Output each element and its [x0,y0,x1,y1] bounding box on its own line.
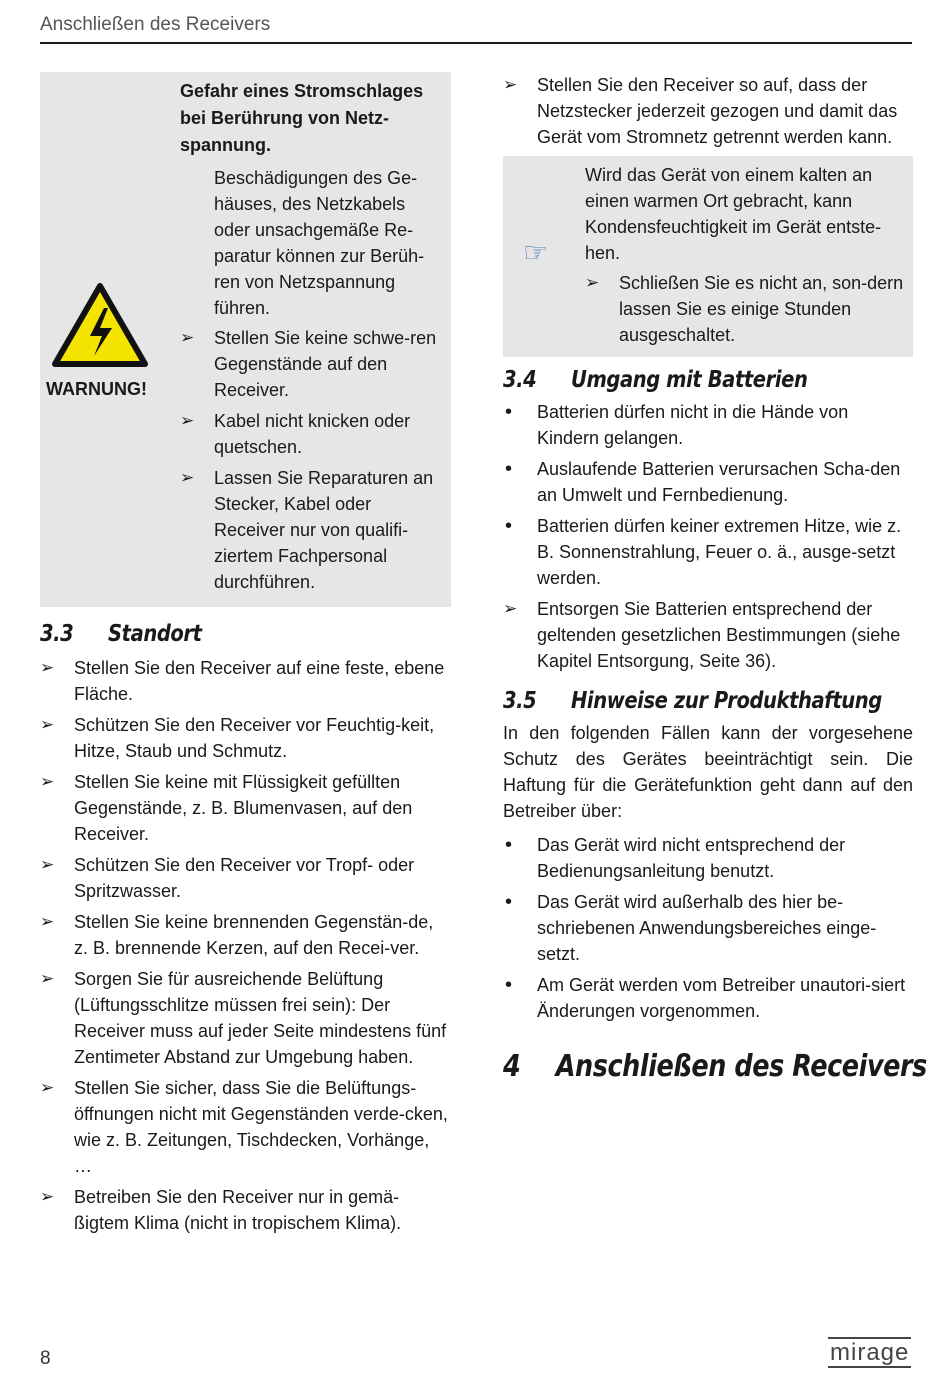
list-item: ➢ Stellen Sie den Receiver auf eine feste, ebene Fläche. [40,655,451,707]
liability-paragraph: In den folgenden Fällen kann der vorgesehene Schutz des Gerätes beeinträchtigt sein. Die Haftung für die Gerätefunktion geht dann auf den Betreiber über: [503,723,913,821]
list-item: ➢ Schützen Sie den Receiver vor Feuchtig-keit, Hitze, Staub und Schmutz. [40,712,451,764]
list-item: • Am Gerät werden vom Betreiber unautori-siert Änderungen vorgenommen. [503,972,913,1024]
battery-action-list [503,596,913,674]
list-item: ➢ Sorgen Sie für ausreichende Belüftung (Lüftungsschlitze müssen frei sein): Der Receiver muss auf jeder Seite mindestens fünf Zentimeter Abstand zur Umgebung haben. [40,966,451,1070]
list-item: ➢ Entsorgen Sie Batterien entsprechend der geltenden gesetzlichen Bestimmungen (siehe Kapitel Entsorgung, Seite 36). [503,596,913,674]
chapter-heading-4 [503,1049,927,1084]
section-heading-3-3 [40,621,389,647]
list-item: ➢ Stellen Sie keine brennenden Gegenstän-de, z. B. brennende Kerzen, auf den Recei-ver. [40,909,451,961]
list-item: ➢ Stellen Sie sicher, dass Sie die Belüftungs-öffnungen nicht mit Gegenständen verde-cken, wie z. B. Zeitungen, Tischdecken, Vorhänge, … [40,1075,451,1179]
note-box [503,156,913,357]
chapter-title: Anschließen des Receivers [555,1049,927,1084]
list-item: • Das Gerät wird außerhalb des hier be-schriebenen Anwendungsbereiches einge-setzt. [503,889,913,967]
page-number: 8 [40,1348,51,1369]
note-content [585,162,913,348]
liability-bullet-list [503,832,913,1024]
list-item: ➢ Lassen Sie Reparaturen an Stecker, Kabel oder Receiver nur von qualifi-ziertem Fachpersonal durchführen. [180,465,445,595]
section-number: 3.4 [503,367,537,393]
warning-box [40,72,451,607]
right-column [503,72,927,1084]
warning-label: WARNUNG! [46,379,147,399]
section-title: Standort [108,621,202,647]
note-list [585,270,913,348]
brand-logo [828,1340,911,1366]
warning-title: Gefahr eines Stromschlages bei Berührung von Netz-spannung. [180,81,424,155]
list-item: ➢ Schließen Sie es nicht an, son-dern lassen Sie es einige Stunden ausgeschaltet. [585,270,913,348]
warning-list [180,325,445,595]
list-item: ➢ Stellen Sie keine schwe-ren Gegenstände auf den Receiver. [180,325,445,403]
section-heading-3-4 [503,367,852,393]
section-number: 3.5 [503,688,537,714]
chapter-number: 4 [503,1049,521,1084]
list-item: ➢ Schützen Sie den Receiver vor Tropf- oder Spritzwasser. [40,852,451,904]
running-header: Anschließen des Receivers [40,12,912,44]
list-item: ➢ Stellen Sie den Receiver so auf, dass der Netzstecker jederzeit gezogen und damit das Gerät vom Stromnetz getrennt werden kann. [503,72,913,150]
list-item: • Das Gerät wird nicht entsprechend der Bedienungsanleitung benutzt. [503,832,913,884]
list-item: • Batterien dürfen nicht in die Hände von Kindern gelangen. [503,399,913,451]
section-title: Hinweise zur Produkthaftung [571,688,882,714]
pointing-hand-icon: ☞ [523,237,549,268]
list-item: • Auslaufende Batterien verursachen Scha-den an Umwelt und Fernbedienung. [503,456,913,508]
section-number: 3.3 [40,621,74,647]
placement-list [503,72,913,150]
warning-icon-area [40,72,180,607]
battery-bullet-list [503,399,913,591]
section-heading-3-5 [503,688,882,714]
brand-name: mirage [830,1339,910,1366]
section-title: Umgang mit Batterien [571,367,808,393]
list-item: ➢ Kabel nicht knicken oder quetschen. [180,408,445,460]
standort-list [40,655,451,1236]
list-item: ➢ Betreiben Sie den Receiver nur in gemä-ßigtem Klima (nicht in tropischem Klima). [40,1184,451,1236]
warning-content [180,78,445,600]
note-text: Wird das Gerät von einem kalten an einen warmen Ort gebracht, kann Kondensfeuchtigkeit im Gerät entste-hen. [585,165,882,263]
list-item: ➢ Stellen Sie keine mit Flüssigkeit gefüllten Gegenstände, z. B. Blumenvasen, auf den Receiver. [40,769,451,847]
high-voltage-warning-icon [52,282,148,368]
warning-text: Beschädigungen des Ge-häuses, des Netzkabels oder unsachgemäße Re-paratur können zur Berüh-ren von Netzspannung führen. [214,168,425,318]
list-item: • Batterien dürfen keiner extremen Hitze, wie z. B. Sonnenstrahlung, Feuer o. ä., ausge-setzt werden. [503,513,913,591]
left-column [40,72,451,1241]
